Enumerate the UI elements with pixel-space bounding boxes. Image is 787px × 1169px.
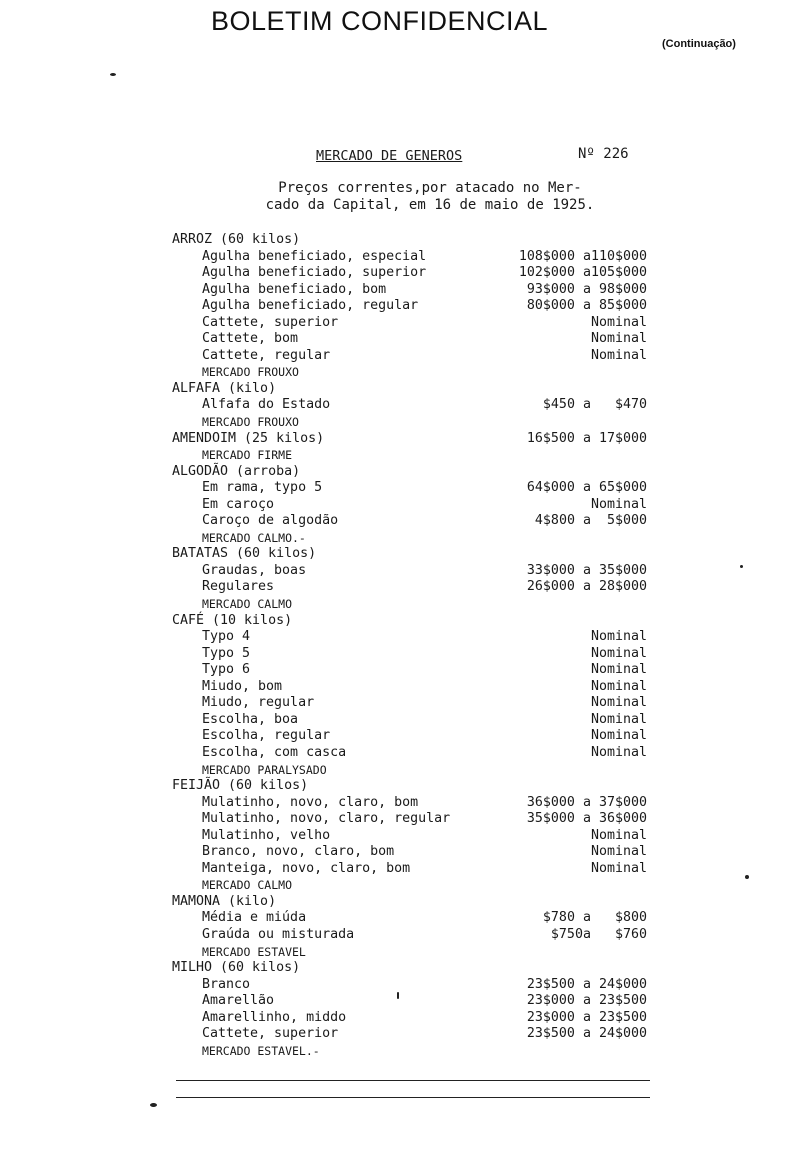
category-row — [0, 613, 787, 630]
row-price: Nominal — [590, 860, 647, 876]
bottom-rule — [176, 1080, 650, 1081]
intro-line: cado da Capital, em 16 de maio de 1925. — [265, 197, 595, 213]
item-row — [0, 828, 787, 845]
paper-speck — [150, 1103, 157, 1107]
row-label: MERCADO ESTAVEL — [202, 944, 306, 959]
item-row — [0, 646, 787, 663]
row-price: 26$000 a 28$000 — [526, 579, 647, 595]
row-label: BATATAS (60 kilos) — [172, 546, 317, 562]
row-price: 16$500 a 17$000 — [526, 430, 647, 446]
item-row — [0, 927, 787, 944]
paper-speck — [740, 565, 743, 568]
row-label: MERCADO CALMO.- — [202, 530, 306, 545]
paper-speck — [745, 875, 749, 879]
item-row — [0, 695, 787, 712]
row-label: Graúda ou misturada — [202, 926, 355, 942]
row-label: Em caroço — [202, 496, 275, 512]
item-row — [0, 348, 787, 365]
item-row — [0, 282, 787, 299]
item-row — [0, 579, 787, 596]
row-label: ALFAFA (kilo) — [172, 380, 277, 396]
row-price: $750a $760 — [550, 926, 647, 942]
row-price: 33$000 a 35$000 — [526, 562, 647, 578]
paper-speck — [397, 992, 399, 999]
item-row — [0, 795, 787, 812]
row-label: MERCADO FIRME — [202, 448, 293, 463]
row-label: Agulha beneficiado, superior — [202, 265, 427, 281]
row-label: CAFÉ (10 kilos) — [172, 612, 293, 628]
row-label: MERCADO PARALYSADO — [202, 762, 327, 777]
item-row — [0, 315, 787, 332]
row-label: Caroço de algodão — [202, 513, 339, 529]
market-status-row — [0, 877, 787, 894]
item-row — [0, 1010, 787, 1027]
row-label: Cattete, superior — [202, 1026, 339, 1042]
item-row — [0, 298, 787, 315]
row-price: 23$000 a 23$500 — [526, 993, 647, 1009]
row-label: MILHO (60 kilos) — [172, 960, 301, 976]
row-price: 108$000 a110$000 — [518, 248, 647, 264]
category-row — [0, 381, 787, 398]
item-row — [0, 265, 787, 282]
item-row — [0, 480, 787, 497]
row-label: Mulatinho, velho — [202, 827, 331, 843]
row-label: Escolha, regular — [202, 728, 331, 744]
item-row — [0, 712, 787, 729]
row-label: Branco, novo, claro, bom — [202, 844, 395, 860]
row-price: 64$000 a 65$000 — [526, 480, 647, 496]
item-row — [0, 745, 787, 762]
row-label: Em rama, typo 5 — [202, 480, 323, 496]
row-price: 93$000 a 98$000 — [526, 281, 647, 297]
row-label: Amarellão — [202, 993, 275, 1009]
row-price: Nominal — [590, 314, 647, 330]
bulletin-header-title: BOLETIM CONFIDENCIAL — [211, 6, 549, 36]
row-label: Mulatinho, novo, claro, regular — [202, 811, 451, 827]
row-label: Cattete, bom — [202, 331, 299, 347]
item-row — [0, 397, 787, 414]
row-label: Agulha beneficiado, bom — [202, 281, 387, 297]
row-price: Nominal — [590, 844, 647, 860]
continuation-note: (Continuação) — [662, 38, 736, 50]
category-row — [0, 464, 787, 481]
row-price: 102$000 a105$000 — [518, 265, 647, 281]
row-price: Nominal — [590, 645, 647, 661]
row-label: MERCADO ESTAVEL.- — [202, 1043, 320, 1058]
row-label: AMENDOIM (25 kilos) — [172, 430, 325, 446]
row-label: MERCADO FROUXO — [202, 415, 299, 430]
row-price: Nominal — [590, 331, 647, 347]
row-label: Agulha beneficiado, especial — [202, 248, 427, 264]
row-price: Nominal — [590, 347, 647, 363]
row-price: 80$000 a 85$000 — [526, 298, 647, 314]
intro-line: Preços correntes,por atacado no Mer- — [278, 180, 582, 196]
row-label: Cattete, superior — [202, 314, 339, 330]
category-row — [0, 232, 787, 249]
bulletin-number: Nº 226 — [578, 146, 629, 162]
row-price: Nominal — [590, 678, 647, 694]
row-label: Alfafa do Estado — [202, 397, 331, 413]
item-row — [0, 977, 787, 994]
item-row — [0, 910, 787, 927]
row-label: Miudo, bom — [202, 678, 283, 694]
row-price: Nominal — [590, 711, 647, 727]
market-status-row — [0, 762, 787, 779]
market-status-row — [0, 447, 787, 464]
item-row — [0, 844, 787, 861]
row-price: $450 a $470 — [542, 397, 647, 413]
row-price: Nominal — [590, 662, 647, 678]
row-price: 23$500 a 24$000 — [526, 1026, 647, 1042]
row-label: ALGODÃO (arroba) — [172, 463, 301, 479]
item-row — [0, 563, 787, 580]
market-status-row — [0, 1043, 787, 1060]
category-row — [0, 778, 787, 795]
item-row — [0, 662, 787, 679]
row-price: Nominal — [590, 728, 647, 744]
row-label: ARROZ (60 kilos) — [172, 232, 301, 247]
row-label: Miudo, regular — [202, 695, 315, 711]
row-price: Nominal — [590, 827, 647, 843]
item-row — [0, 993, 787, 1010]
market-status-row — [0, 364, 787, 381]
row-price: Nominal — [590, 496, 647, 512]
row-label: Cattete, regular — [202, 347, 331, 363]
market-status-row — [0, 596, 787, 613]
row-label: Regulares — [202, 579, 275, 595]
row-label: Typo 4 — [202, 629, 251, 645]
row-label: Graudas, boas — [202, 562, 307, 578]
row-label: MERCADO CALMO — [202, 597, 293, 612]
item-row — [0, 811, 787, 828]
item-row — [0, 629, 787, 646]
item-row — [0, 331, 787, 348]
item-row — [0, 861, 787, 878]
row-price: Nominal — [590, 744, 647, 760]
category-row — [0, 894, 787, 911]
item-row — [0, 513, 787, 530]
row-price: Nominal — [590, 629, 647, 645]
row-label: MERCADO FROUXO — [202, 365, 299, 380]
row-label: Typo 6 — [202, 662, 251, 678]
paper-speck — [110, 73, 116, 76]
row-price: $780 a $800 — [542, 910, 647, 926]
market-status-row — [0, 944, 787, 961]
row-label: MAMONA (kilo) — [172, 893, 277, 909]
row-label: Escolha, boa — [202, 711, 299, 727]
row-label: Typo 5 — [202, 645, 251, 661]
item-row — [0, 1026, 787, 1043]
row-price: Nominal — [590, 695, 647, 711]
item-row — [0, 249, 787, 266]
row-price: 23$000 a 23$500 — [526, 1009, 647, 1025]
category-row — [0, 960, 787, 977]
row-price: 35$000 a 36$000 — [526, 811, 647, 827]
row-label: Escolha, com casca — [202, 744, 347, 760]
row-label: Manteiga, novo, claro, bom — [202, 860, 411, 876]
price-list — [0, 232, 787, 1059]
market-status-row — [0, 414, 787, 431]
row-label: Branco — [202, 976, 251, 992]
row-label: FEIJÃO (60 kilos) — [172, 778, 309, 794]
intro-paragraph — [220, 180, 640, 214]
bottom-rule — [176, 1097, 650, 1098]
item-row — [0, 679, 787, 696]
item-row — [0, 728, 787, 745]
row-price: 36$000 a 37$000 — [526, 794, 647, 810]
row-price: 23$500 a 24$000 — [526, 976, 647, 992]
row-price: 4$800 a 5$000 — [534, 513, 647, 529]
row-label: MERCADO CALMO — [202, 878, 293, 893]
category-row — [0, 546, 787, 563]
row-label: Média e miúda — [202, 910, 307, 926]
row-label: Agulha beneficiado, regular — [202, 298, 419, 314]
row-label: Amarellinho, middo — [202, 1009, 347, 1025]
category-row — [0, 431, 787, 448]
section-title: MERCADO DE GENEROS — [316, 148, 463, 164]
row-label: Mulatinho, novo, claro, bom — [202, 794, 419, 810]
item-row — [0, 497, 787, 514]
market-status-row — [0, 530, 787, 547]
